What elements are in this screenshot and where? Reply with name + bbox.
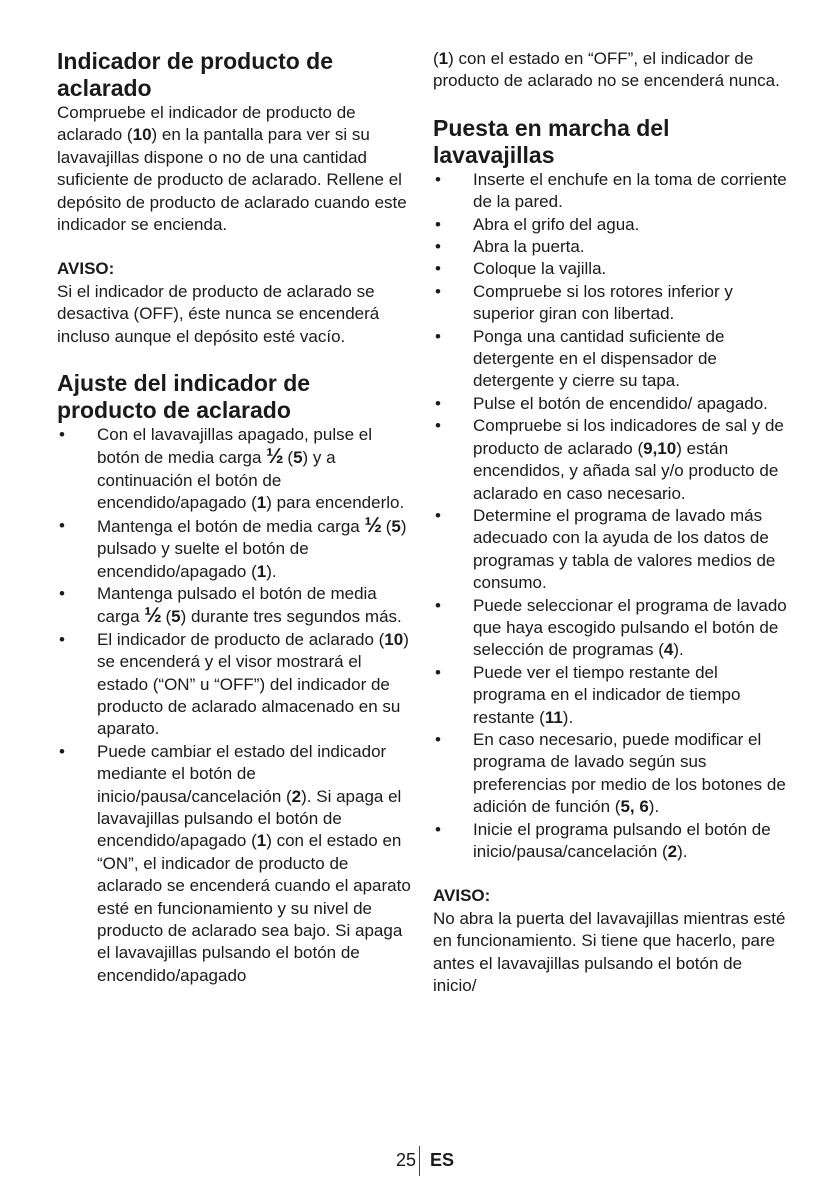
half-load-icon: ½ [144, 604, 161, 628]
warning-text: No abra la puerta del lavavajillas mientras esté en funcionamiento. Si tiene que hacerlo, pare antes el lavavajillas pulsando el botón de inicio/ [433, 908, 786, 996]
ref-number: 5 [391, 516, 401, 536]
ref-number: 9,10 [643, 438, 677, 458]
list-item [433, 281, 789, 326]
list-item [57, 741, 413, 987]
ref-number: 1 [438, 49, 449, 68]
text: Mantenga el botón de media carga [97, 516, 365, 536]
text: ). [677, 842, 688, 861]
text: ) con el estado en “ON”, el indicador de producto de aclarado se encenderá cuando el aparato esté en funcionamiento y su nivel de producto de aclarado sea bajo. Si apaga el lavavajillas pulsando el botón de encendido/apagado [97, 831, 411, 985]
text: ( [433, 49, 439, 68]
section-title-adjust-rinse-indicator: Ajuste del indicador de producto de aclarado [57, 370, 311, 424]
list-item [57, 424, 413, 515]
bullet-icon: • [59, 629, 65, 649]
text: Determine el programa de lavado más adecuado con la ayuda de los datos de programas y tabla de valores medios de consumo. [473, 505, 776, 593]
continuation-text [433, 48, 789, 93]
bullet-icon: • [435, 819, 441, 839]
half-load-icon: ½ [364, 513, 381, 537]
bullet-icon: • [59, 425, 65, 445]
bullet-icon: • [435, 729, 441, 749]
text: ). [266, 561, 277, 581]
text: Abra el grifo del agua. [473, 214, 640, 234]
list-item [57, 583, 413, 629]
bullet-icon: • [435, 169, 441, 189]
list-item [433, 595, 789, 662]
bullet-icon: • [59, 515, 65, 535]
text: Inicie el programa pulsando el botón de inicio/pausa/cancelación ( [473, 819, 771, 861]
text: Puede cambiar el estado del indicador mediante el botón de inicio/pausa/cancelación ( [97, 741, 387, 806]
half-load-icon: ½ [266, 445, 283, 469]
list-item [433, 236, 789, 258]
text: Compruebe si los indicadores de sal y de producto de aclarado ( [473, 416, 784, 458]
text: ). [648, 797, 660, 817]
list-item [57, 515, 413, 583]
ref-number: 11 [544, 707, 563, 727]
text: Inserte el enchufe en la toma de corriente de la pared. [473, 169, 787, 212]
ref-number: 4 [663, 640, 674, 660]
text: ) con el estado en “OFF”, el indicador de producto de aclarado no se encenderá nunca. [433, 49, 780, 91]
footer-divider [419, 1146, 420, 1176]
text: ( [160, 607, 172, 627]
bullet-icon: • [435, 259, 441, 279]
page-number: 25 [395, 1150, 416, 1170]
right-column [433, 48, 789, 997]
text: ) se encenderá y el visor mostrará el estado (“ON” u “OFF”) del indicador de producto de aclarado almacenado en su aparato. [97, 629, 409, 739]
text: Compruebe si los rotores inferior y superior giran con libertad. [473, 281, 733, 324]
text: ). [673, 640, 684, 660]
list-item [433, 662, 789, 729]
list-item [433, 819, 789, 864]
start-steps-list [433, 169, 789, 864]
list-item [57, 629, 413, 741]
text: ) en la pantalla para ver si su lavavajillas dispone o no de una cantidad suficiente de producto de aclarado. Rellene el depósito de producto de aclarado cuando este indicador se encienda. [57, 125, 407, 235]
adjust-steps-list [57, 424, 413, 987]
list-item [433, 258, 789, 280]
bullet-icon: • [59, 583, 65, 603]
text: En caso necesario, puede modificar el programa de lavado según sus preferencias por medio de los botones de adición de función ( [473, 729, 786, 817]
warning-text: Si el indicador de producto de aclarado se desactiva (OFF), éste nunca se encenderá incluso aunque el depósito esté vacío. [57, 281, 380, 346]
text: ) y a continuación el botón de encendido/apagado ( [97, 448, 336, 513]
page-footer [0, 1146, 840, 1176]
ref-number: 2 [291, 786, 302, 806]
text: El indicador de producto de aclarado ( [97, 629, 385, 649]
bullet-icon: • [435, 595, 441, 615]
text: ). [562, 707, 574, 727]
text: Compruebe el indicador de producto de aclarado ( [57, 103, 356, 145]
ref-number: 1 [256, 493, 267, 513]
ref-number: 5 [171, 607, 181, 627]
text: Mantenga pulsado el botón de media carga [97, 583, 377, 627]
language-code: ES [430, 1150, 455, 1170]
ref-number: 10 [384, 629, 404, 649]
warning-title: AVISO: [433, 886, 491, 906]
text: ) pulsado y suelte el botón de encendido/apagado ( [97, 516, 407, 581]
text: ) durante tres segundos más. [180, 607, 402, 627]
bullet-icon: • [435, 393, 441, 413]
bullet-icon: • [435, 237, 441, 257]
section-title-rinse-indicator: Indicador de producto de aclarado [57, 48, 334, 101]
bullet-icon: • [435, 214, 441, 234]
bullet-icon: • [59, 741, 65, 761]
ref-number: 5, 6 [620, 797, 649, 817]
section-title-start-dishwasher: Puesta en marcha del lavavajillas [433, 114, 670, 168]
list-item [433, 169, 789, 214]
text: Coloque la vajilla. [473, 259, 607, 279]
text: Ponga una cantidad suficiente de detergente en el dispensador de detergente y cierre su tapa. [473, 326, 725, 391]
rinse-indicator-paragraph [57, 102, 413, 236]
text: ). Si apaga el lavavajillas pulsando el botón de encendido/apagado ( [97, 786, 402, 851]
bullet-icon: • [435, 326, 441, 346]
list-item [433, 415, 789, 505]
ref-number: 2 [667, 842, 678, 861]
ref-number: 1 [256, 831, 267, 851]
list-item [433, 393, 789, 415]
bullet-icon: • [435, 281, 441, 301]
list-item [433, 729, 789, 819]
bullet-icon: • [435, 416, 441, 436]
left-column [57, 48, 413, 987]
text: Con el lavavajillas apagado, pulse el botón de media carga [97, 425, 373, 468]
list-item [433, 214, 789, 236]
text: ) para encenderlo. [266, 493, 405, 513]
bullet-icon: • [435, 662, 441, 682]
text: ( [282, 448, 294, 468]
ref-number: 1 [256, 561, 267, 581]
text: ) están encendidos, y añada sal y/o producto de aclarado en caso necesario. [473, 438, 779, 503]
list-item [433, 326, 789, 393]
bullet-icon: • [435, 505, 441, 525]
ref-number: 5 [293, 448, 303, 468]
text: ( [380, 516, 392, 536]
warning-title: AVISO: [57, 259, 115, 279]
text: Puede seleccionar el programa de lavado que haya escogido pulsando el botón de selección de programas ( [473, 595, 787, 660]
text: Abra la puerta. [473, 237, 585, 257]
text: Puede ver el tiempo restante del programa en el indicador de tiempo restante ( [473, 662, 741, 727]
list-item [433, 505, 789, 595]
ref-number: 10 [132, 125, 152, 145]
text: Pulse el botón de encendido/ apagado. [473, 393, 768, 413]
